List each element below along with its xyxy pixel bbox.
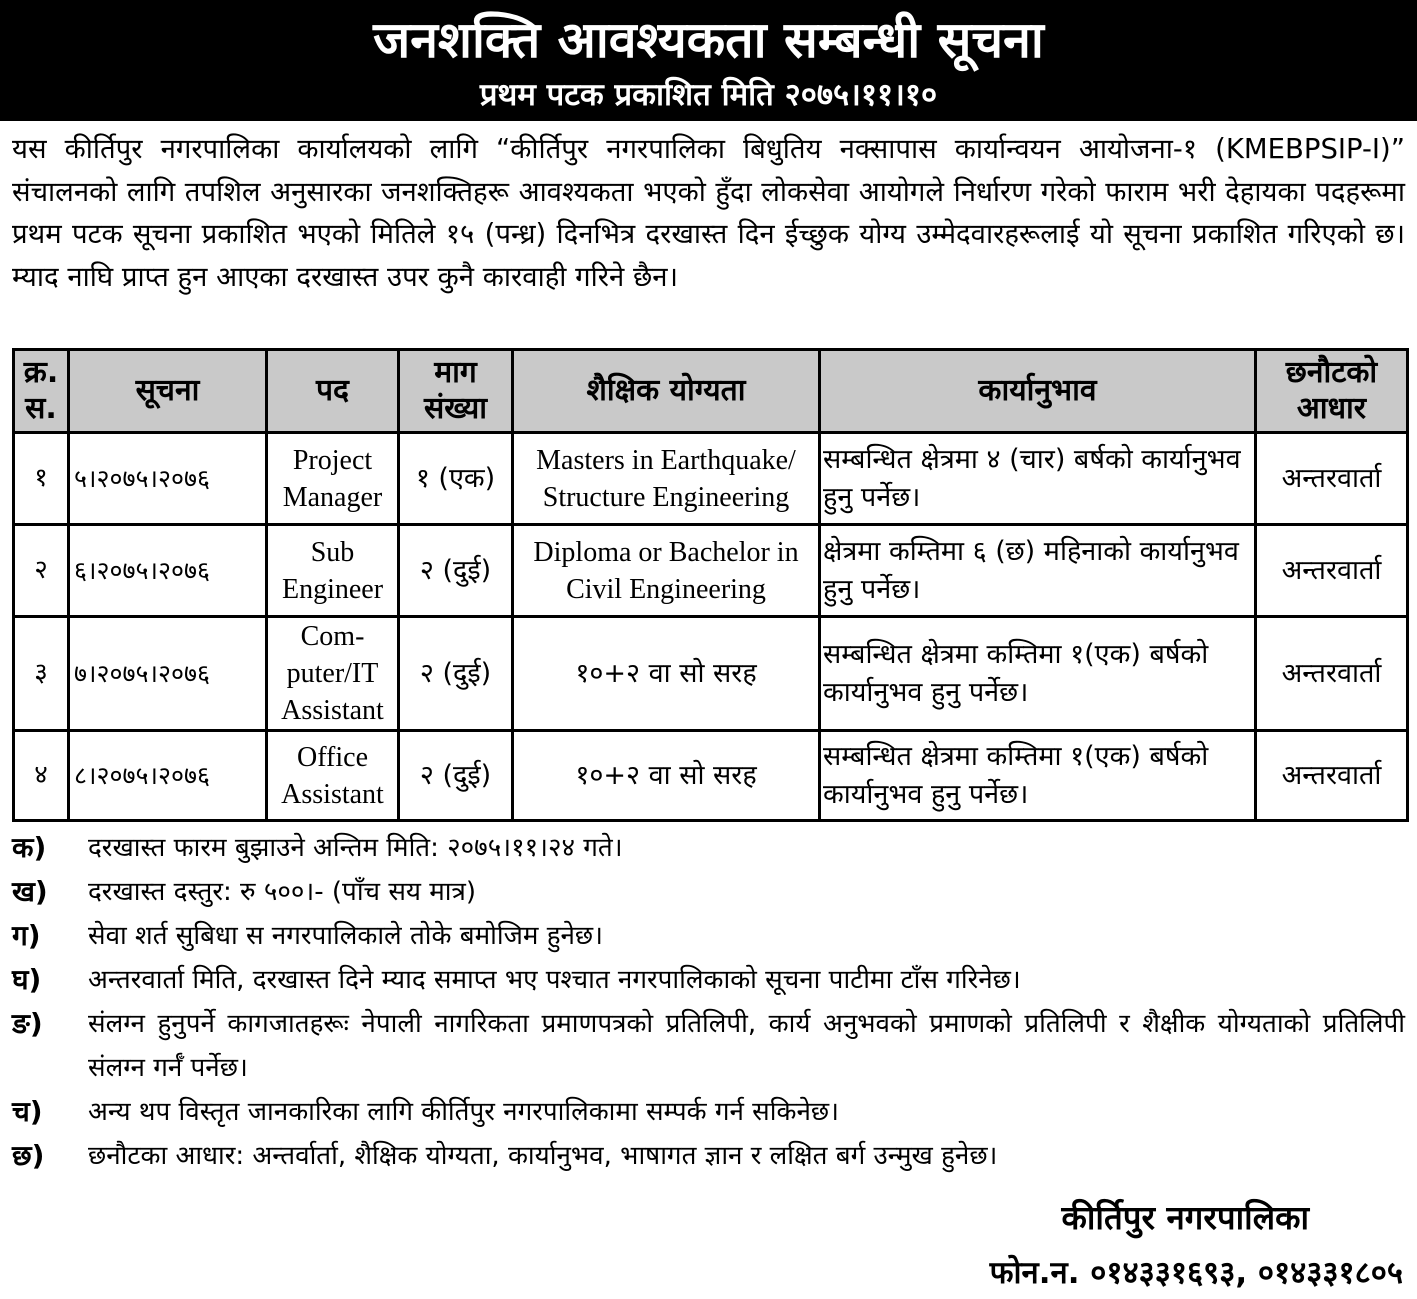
intro-paragraph: यस कीर्तिपुर नगरपालिका कार्यालयको लागि “कीर्तिपुर नगरपालिका बिधुतिय नक्सापास कार्यान्वयन आयोजना-१ (KMEBPSIP-I)” संचालनको लागि तपशिल अनुसारका जनशक्तिहरू आवश्यकता भएको हुँदा लोकसेवा आयोगले निर्धारण गरेको फाराम भरी देहायका पदहरूमा प्रथम पटक सूचना प्रकाशित भएको मितिले १५ (पन्ध्र) दिनभित्र दरखास्त दिन ईच्छुक योग्य उम्मेदवारहरूलाई यो सूचना प्रकाशित गरिएको छ। म्याद नाघि प्राप्त हुन आएका दरखास्त उपर कुनै कारवाही गरिने छैन। — [12, 133, 1405, 293]
cell-experience: क्षेत्रमा कम्तिमा ६ (छ) महिनाको कार्यानुभव हुनु पर्नेछ। — [820, 525, 1256, 617]
table-row — [14, 731, 1408, 821]
header-qualification: शैक्षिक योग्यता — [513, 350, 820, 433]
cell-experience: सम्बन्धित क्षेत्रमा कम्तिमा १(एक) बर्षको कार्यानुभव हुनु पर्नेछ। — [820, 617, 1256, 731]
cell-notice: ५।२०७५।२०७६ — [69, 433, 267, 525]
list-item — [12, 1134, 1405, 1178]
table-header-row — [14, 350, 1408, 433]
cell-demand: २ (दुई) — [399, 731, 513, 821]
header-serial: क्र. स. — [14, 350, 69, 433]
list-item — [12, 1002, 1405, 1090]
cell-notice: ६।२०७५।२०७६ — [69, 525, 267, 617]
cell-selection-basis: अन्तरवार्ता — [1256, 525, 1408, 617]
notice-header — [0, 0, 1417, 121]
note-text: संलग्न हुनुपर्ने कागजातहरूः नेपाली नागरिकता प्रमाणपत्रको प्रतिलिपी, कार्य अनुभवको प्रमाणको प्रतिलिपी र शैक्षीक योग्यताको प्रतिलिपी संलग्न गर्नँ पर्नेछ। — [88, 1009, 1405, 1083]
list-item — [12, 914, 1405, 958]
note-label: घ) — [12, 963, 42, 996]
notes-list — [12, 826, 1405, 1178]
cell-demand: २ (दुई) — [399, 525, 513, 617]
list-item — [12, 826, 1405, 870]
note-label: च) — [12, 1095, 43, 1128]
note-text: अन्तरवार्ता मिति, दरखास्त दिने म्याद समाप्त भए पश्चात नगरपालिकाको सूचना पाटीमा टाँस गरिनेछ। — [88, 965, 1021, 995]
cell-selection-basis: अन्तरवार्ता — [1256, 617, 1408, 731]
cell-post: Sub Engineer — [267, 525, 399, 617]
note-label: छ) — [12, 1139, 45, 1172]
cell-post: Office Assistant — [267, 731, 399, 821]
cell-qualification: Diploma or Bachelor in Civil Engineering — [513, 525, 820, 617]
vacancy-table — [12, 348, 1409, 822]
table-row — [14, 617, 1408, 731]
cell-notice: ८।२०७५।२०७६ — [69, 731, 267, 821]
cell-post: Com- puter/IT Assistant — [267, 617, 399, 731]
cell-qualification: १०+२ वा सो सरह — [513, 731, 820, 821]
header-experience: कार्यानुभाव — [820, 350, 1256, 433]
cell-qualification: Masters in Earthquake/ Structure Engineering — [513, 433, 820, 525]
table-row — [14, 525, 1408, 617]
cell-serial: ४ — [14, 731, 69, 821]
cell-experience: सम्बन्धित क्षेत्रमा ४ (चार) बर्षको कार्यानुभव हुनु पर्नेछ। — [820, 433, 1256, 525]
cell-serial: ३ — [14, 617, 69, 731]
note-label: ग) — [12, 919, 41, 952]
note-label: क) — [12, 831, 47, 864]
cell-selection-basis: अन्तरवार्ता — [1256, 433, 1408, 525]
note-text: दरखास्त दस्तुर: रु ५००।- (पाँच सय मात्र) — [88, 877, 477, 907]
notice-title: जनशक्ति आवश्यकता सम्बन्धी सूचना — [373, 11, 1044, 69]
cell-notice: ७।२०७५।२०७६ — [69, 617, 267, 731]
publication-date: प्रथम पटक प्रकाशित मिति २०७५।११।१० — [479, 77, 938, 113]
note-text: छनौटका आधार: अन्तर्वार्ता, शैक्षिक योग्यता, कार्यानुभव, भाषागत ज्ञान र लक्षित बर्ग उन्मुख हुनेछ। — [88, 1141, 998, 1171]
header-selection-basis: छनौटको आधार — [1256, 350, 1408, 433]
header-post: पद — [267, 350, 399, 433]
cell-demand: १ (एक) — [399, 433, 513, 525]
cell-serial: १ — [14, 433, 69, 525]
header-notice: सूचना — [69, 350, 267, 433]
note-label: ख) — [12, 875, 48, 908]
phone-numbers: फोन.न. ०१४३३१६९३, ०१४३३१८०५ — [989, 1255, 1403, 1291]
list-item — [12, 870, 1405, 914]
cell-serial: २ — [14, 525, 69, 617]
list-item — [12, 1090, 1405, 1134]
header-demand: माग संख्या — [399, 350, 513, 433]
cell-selection-basis: अन्तरवार्ता — [1256, 731, 1408, 821]
note-label: ङ) — [12, 1007, 43, 1040]
cell-post: Project Manager — [267, 433, 399, 525]
table-row — [14, 433, 1408, 525]
cell-qualification: १०+२ वा सो सरह — [513, 617, 820, 731]
list-item — [12, 958, 1405, 1002]
cell-demand: २ (दुई) — [399, 617, 513, 731]
organization-signature: कीर्तिपुर नगरपालिका — [1061, 1198, 1309, 1237]
cell-experience: सम्बन्धित क्षेत्रमा कम्तिमा १(एक) बर्षको कार्यानुभव हुनु पर्नेछ। — [820, 731, 1256, 821]
note-text: दरखास्त फारम बुझाउने अन्तिम मिति: २०७५।११।२४ गते। — [88, 833, 623, 863]
note-text: सेवा शर्त सुबिधा स नगरपालिकाले तोके बमोजिम हुनेछ। — [88, 921, 604, 951]
note-text: अन्य थप विस्तृत जानकारिका लागि कीर्तिपुर नगरपालिकामा सम्पर्क गर्न सकिनेछ। — [88, 1097, 839, 1127]
